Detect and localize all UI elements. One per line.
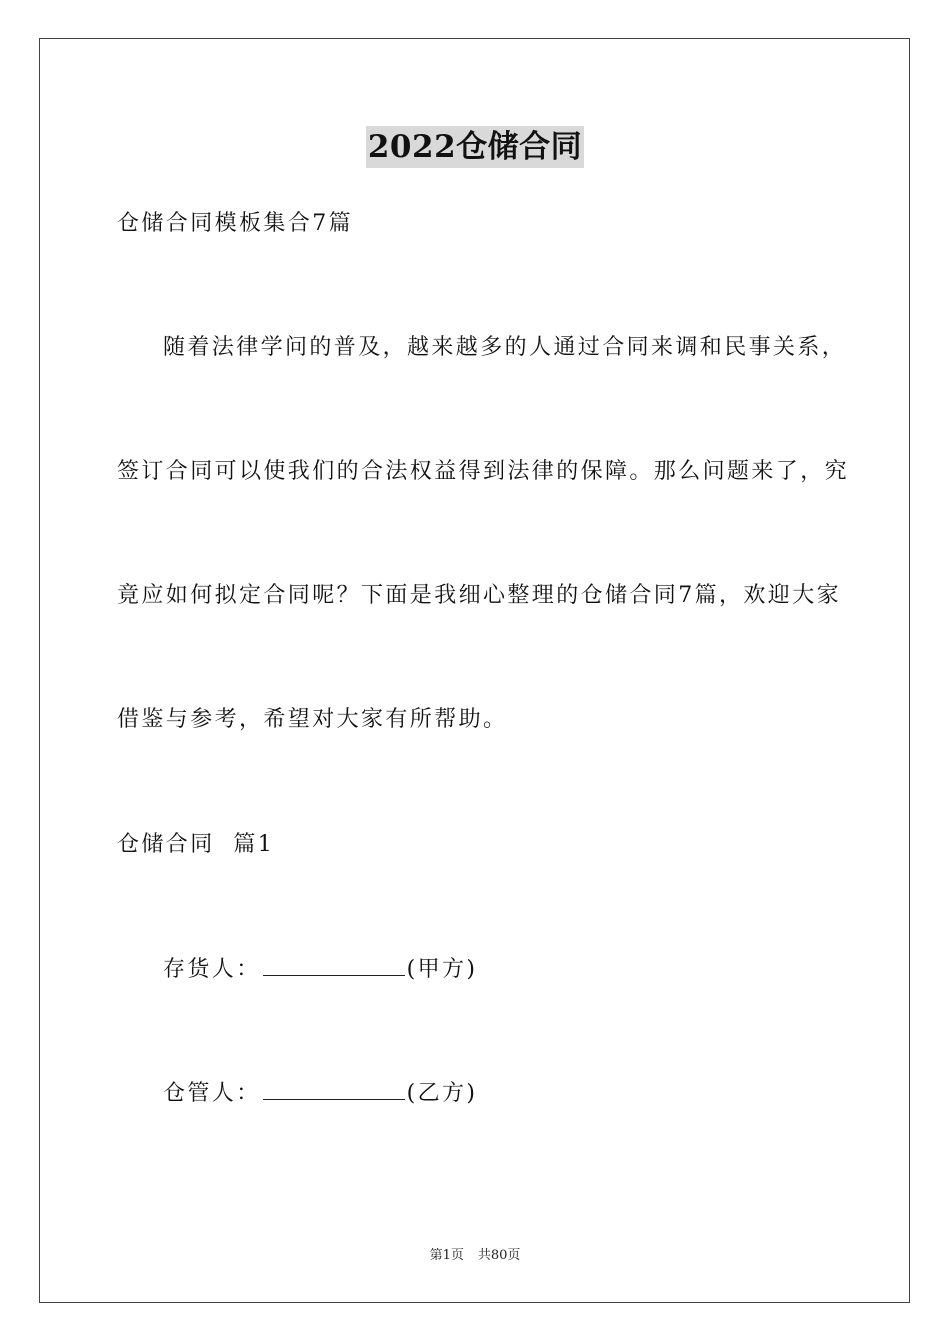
keeper-line [163,1079,477,1109]
intro-line-3: 竟应如何拟定合同呢？下面是我细心整理的仓储合同7篇，欢迎大家 [117,583,841,608]
document-subtitle: 仓储合同模板集合7篇 [117,211,353,236]
page-footer [0,1247,950,1265]
depositor-suffix: (甲方) [406,957,478,982]
keeper-blank-field [263,1079,405,1100]
depositor-label: 存货人： [163,957,261,982]
keeper-suffix: (乙方) [406,1081,478,1106]
intro-line-1: 随着法律学问的普及，越来越多的人通过合同来调和民事关系， [163,335,847,360]
page-number-total: 共80页 [477,1248,521,1263]
depositor-line [163,955,477,985]
document-title: 2022仓储合同 [366,126,584,168]
title-container [0,126,950,168]
intro-line-2: 签订合同可以使我们的合法权益得到法律的保障。那么问题来了，究 [117,459,850,484]
depositor-blank-field [263,955,405,976]
keeper-label: 仓管人： [163,1081,261,1106]
page-number-current: 第1页 [429,1248,464,1263]
intro-line-4: 借鉴与参考，希望对大家有所帮助。 [117,707,508,732]
section-heading: 仓储合同 篇1 [117,832,275,857]
